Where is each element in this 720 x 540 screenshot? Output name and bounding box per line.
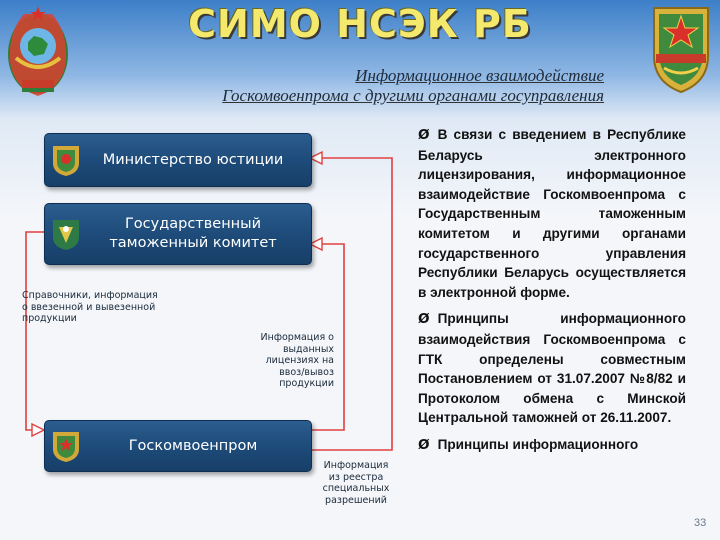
- bullet-arrow-icon: Ø: [418, 436, 430, 453]
- note-licenses-info: Информация о выданных лицензиях на ввоз/вывоз продукции: [260, 332, 334, 389]
- box-ministry-of-justice: [44, 133, 312, 187]
- box-state-customs-committee: [44, 203, 312, 265]
- page-number: 33: [694, 517, 707, 529]
- paragraph-1: Ø В связи с введением в Республике Беларусь электронного лицензирования, информационное взаимодействие Госкомвоенпрома с Государственным таможенным комитетом и другими органами государственного управления Республики Беларусь осуществляется в электронной форме.: [418, 127, 686, 300]
- arrow-head-gkvp: [32, 424, 44, 436]
- body-text: [418, 125, 686, 463]
- goskomvoenprom-small-emblem-icon: [51, 429, 81, 463]
- box-label-goskomvoenprom: Госкомвоенпром: [128, 437, 258, 454]
- customs-emblem-icon: [51, 217, 81, 251]
- ministry-justice-emblem-icon: [51, 143, 81, 177]
- paragraph-2: Ø Принципы информационного взаимодействия Госкомвоенпрома с ГТК определены совместным Постановлением от 31.07.2007 №8/82 и Протоколом обмена с Минской Центральной таможней от 26.11.2007.: [418, 311, 686, 426]
- paragraph-3: Ø Принципы информационного: [418, 436, 639, 453]
- arrow-customs-to-gkvp: [26, 232, 44, 430]
- subtitle-line-1: Информационное взаимодействие: [355, 66, 604, 85]
- note-registry-info: Информация из реестра специальных разрешений: [322, 460, 390, 506]
- box-label-customs: Государственный таможенный комитет: [109, 216, 277, 251]
- bullet-arrow-icon: Ø: [418, 311, 430, 328]
- box-goskomvoenprom: [44, 420, 312, 472]
- arrow-to-justice: [310, 158, 392, 450]
- bullet-arrow-icon: Ø: [418, 127, 430, 143]
- box-label-justice: Министерство юстиции: [102, 151, 284, 168]
- slide-title: СИМО НСЭК РБ: [188, 2, 532, 46]
- subtitle-line-2: Госкомвоенпрома с другими органами госуправления: [222, 86, 604, 105]
- note-reference-info: Справочники, информация о ввезенной и вывезенной продукции: [22, 290, 158, 324]
